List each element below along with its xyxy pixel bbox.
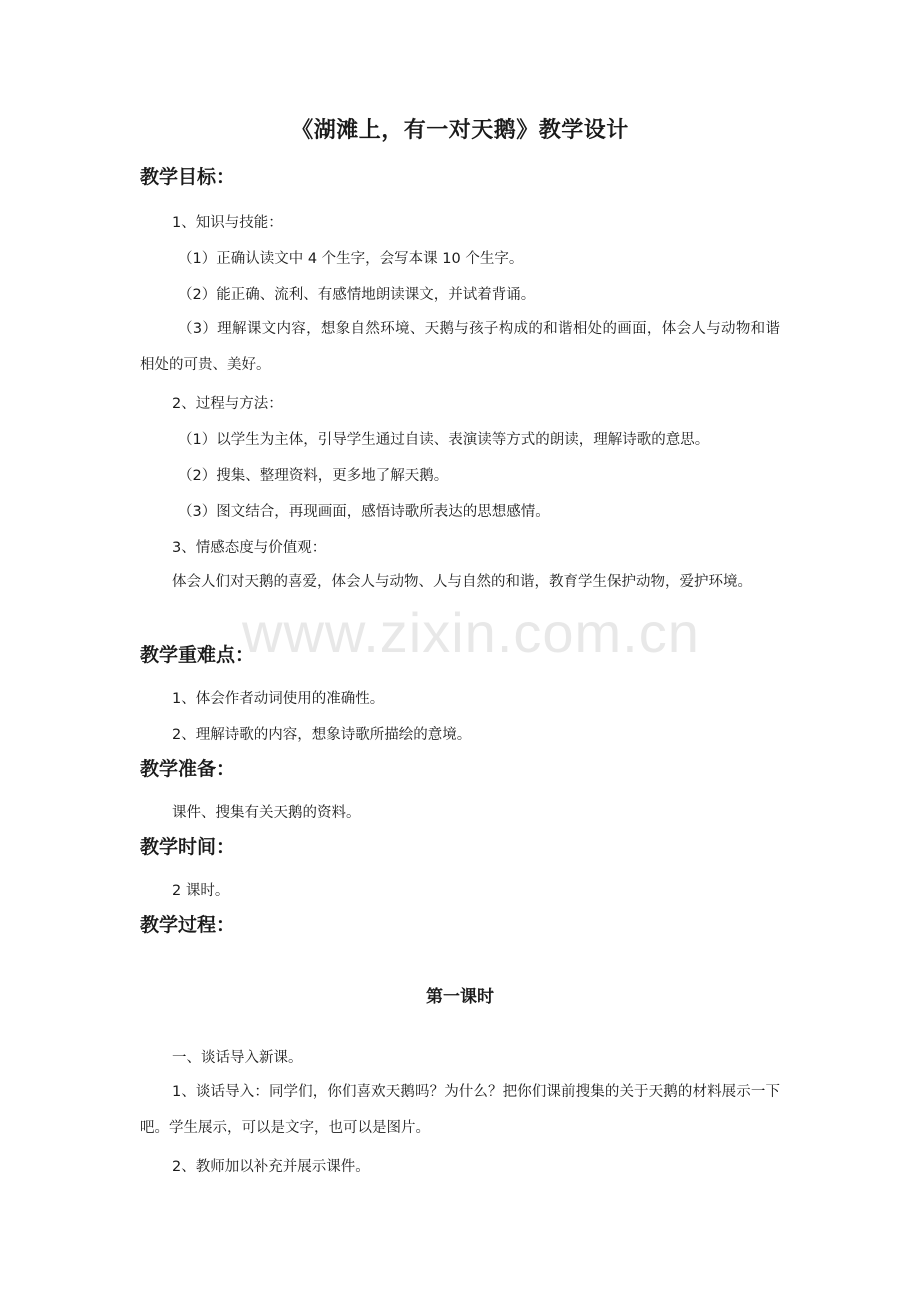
time-text: 2 课时。 <box>172 883 230 899</box>
process-methods-label: 2、过程与方法： <box>172 396 283 412</box>
watermark: www.zixin.com.cn <box>242 601 700 664</box>
key-points-heading: 教学重难点： <box>140 644 255 666</box>
knowledge-skills-label: 1、知识与技能： <box>172 215 283 231</box>
process-heading: 教学过程： <box>140 914 236 936</box>
step-1-text: 1、谈话导入：同学们，你们喜欢天鹅吗？为什么？把你们课前搜集的关于天鹅的材料展示一下吧。学生展示，可以是文字，也可以是图片。 <box>140 1084 780 1136</box>
process-item-2: （2）搜集、整理资料，更多地了解天鹅。 <box>178 468 449 484</box>
emotion-item-1: 体会人们对天鹅的喜爱，体会人与动物、人与自然的和谐，教育学生保护动物，爱护环境。 <box>172 574 752 590</box>
key-point-1: 1、体会作者动词使用的准确性。 <box>172 691 385 707</box>
knowledge-item-2: （2）能正确、流利、有感情地朗读课文，并试着背诵。 <box>178 287 536 303</box>
process-item-1: （1）以学生为主体，引导学生通过自读、表演读等方式的朗读，理解诗歌的意思。 <box>178 432 710 448</box>
document-title: 《湖滩上，有一对天鹅》教学设计 <box>291 118 629 143</box>
step-intro-label: 一、谈话导入新课。 <box>172 1050 303 1066</box>
emotion-values-label: 3、情感态度与价值观： <box>172 540 327 556</box>
step-2-text: 2、教师加以补充并展示课件。 <box>172 1159 370 1175</box>
key-point-2: 2、理解诗歌的内容，想象诗歌所描绘的意境。 <box>172 727 472 743</box>
preparation-heading: 教学准备： <box>140 758 236 780</box>
objectives-heading: 教学目标： <box>140 166 236 188</box>
preparation-text: 课件、搜集有关天鹅的资料。 <box>172 805 361 821</box>
knowledge-item-1: （1）正确认读文中 4 个生字，会写本课 10 个生字。 <box>178 251 524 267</box>
time-heading: 教学时间： <box>140 836 236 858</box>
lesson-title: 第一课时 <box>426 987 494 1007</box>
knowledge-item-3: （3）理解课文内容，想象自然环境、天鹅与孩子构成的和谐相处的画面，体会人与动物和谐相处的可贵、美好。 <box>140 321 780 373</box>
process-item-3: （3）图文结合，再现画面，感悟诗歌所表达的思想感情。 <box>178 504 550 520</box>
